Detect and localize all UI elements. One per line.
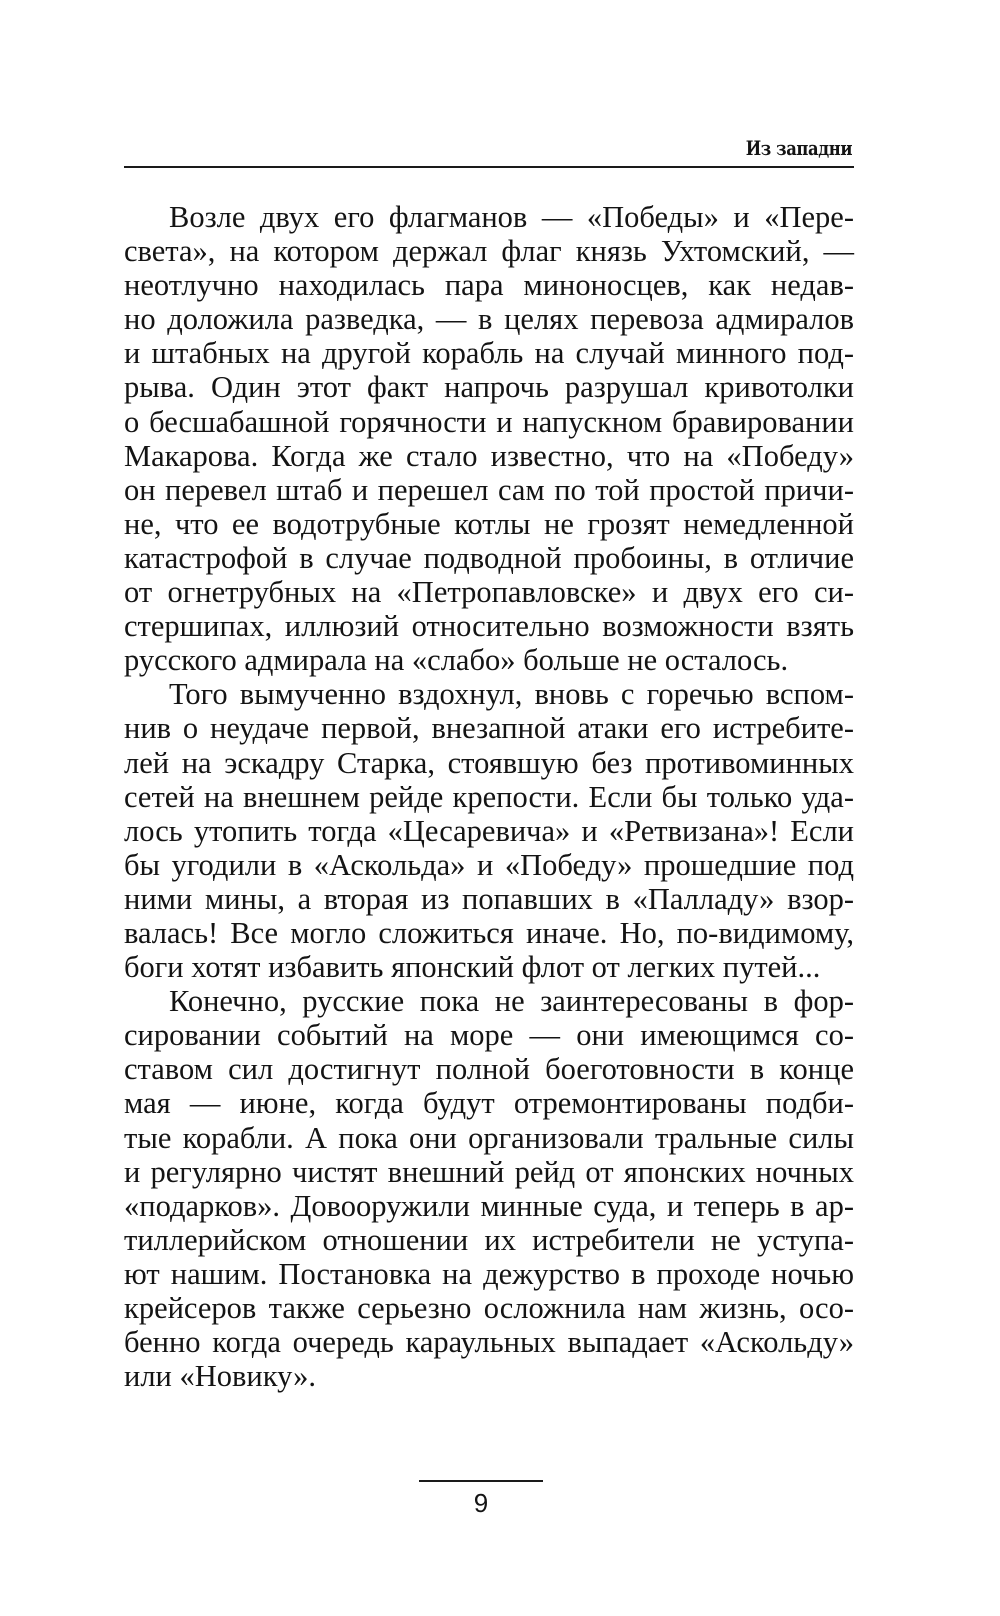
text-line: от огнетрубных на «Петропавловске» и двух его си- xyxy=(124,575,854,610)
footer-rule xyxy=(419,1480,543,1482)
text-line: валась! Все могло сложиться иначе. Но, по-видимому, xyxy=(124,915,854,950)
text-line: или «Новику». xyxy=(124,1359,317,1394)
text-line: ют нашим. Постановка на дежурство в проходе ночью xyxy=(124,1256,854,1291)
text-line: неотлучно находилась пара миноносцев, как недав- xyxy=(124,268,854,303)
paragraph-3 xyxy=(124,984,854,1393)
paragraph-2 xyxy=(124,677,854,984)
body-text xyxy=(124,200,854,1393)
text-line: и регулярно чистят внешний рейд от японских ночных xyxy=(124,1154,854,1189)
text-line: «подарков». Довооружили минные суда, и теперь в ар- xyxy=(124,1188,854,1223)
text-line: Макарова. Когда же стало известно, что на «Победу» xyxy=(124,438,854,473)
text-line: бы угодили в «Аскольда» и «Победу» прошедшие под xyxy=(124,847,854,882)
text-line: ними мины, а вторая из попавших в «Палладу» взор- xyxy=(124,881,854,916)
text-line: но доложила разведка, — в целях перевоза адмиралов xyxy=(124,302,854,337)
page-number: 9 xyxy=(473,1488,489,1518)
text-line: тые корабли. А пока они организовали тральные силы xyxy=(124,1120,854,1155)
text-line: света», на котором держал флаг князь Ухтомский, — xyxy=(124,234,854,269)
running-header xyxy=(124,130,854,168)
text-line: Возле двух его флагманов — «Победы» и «Пере- xyxy=(169,200,854,234)
text-line: Конечно, русские пока не заинтересованы в фор- xyxy=(169,984,854,1019)
text-line: лей на эскадру Старка, стоявшую без противоминных xyxy=(124,745,854,780)
paragraph-1 xyxy=(124,200,854,677)
text-line: мая — июне, когда будут отремонтированы подби- xyxy=(124,1086,854,1121)
text-line: сировании событий на море — они имеющимся со- xyxy=(124,1018,854,1053)
text-line: нив о неудаче первой, внезапной атаки его истребите- xyxy=(124,711,854,746)
text-line: бенно когда очередь караульных выпадает «Аскольду» xyxy=(124,1325,854,1360)
text-line: ставом сил достигнут полной боеготовности в конце xyxy=(124,1052,854,1087)
text-line: не, что ее водотрубные котлы не грозят немедленной xyxy=(124,506,854,541)
text-line: и штабных на другой корабль на случай минного под- xyxy=(124,336,854,371)
text-line: он перевел штаб и перешел сам по той простой причи- xyxy=(124,472,854,507)
text-line: тиллерийском отношении их истребители не уступа- xyxy=(124,1222,854,1257)
text-line: боги хотят избавить японский флот от легких путей... xyxy=(124,950,821,985)
text-line: рыва. Один этот факт напрочь разрушал кривотолки xyxy=(124,370,854,405)
text-line: катастрофой в случае подводной пробоины, в отличие xyxy=(124,540,854,575)
text-line: крейсеров также серьезно осложнила нам жизнь, осо- xyxy=(124,1291,854,1325)
running-title: Из западни xyxy=(745,136,853,160)
text-line: сетей на внешнем рейде крепости. Если бы только уда- xyxy=(124,779,854,814)
text-line: Того вымученно вздохнул, вновь с горечью вспом- xyxy=(169,677,854,712)
text-line: русского адмирала на «слабо» больше не осталось. xyxy=(124,643,789,678)
text-line: лось утопить тогда «Цесаревича» и «Ретвизана»! Если xyxy=(124,813,854,848)
text-line: стершипах, иллюзий относительно возможности взять xyxy=(124,609,854,644)
text-line: о бесшабашной горячности и напускном бравировании xyxy=(124,404,854,439)
